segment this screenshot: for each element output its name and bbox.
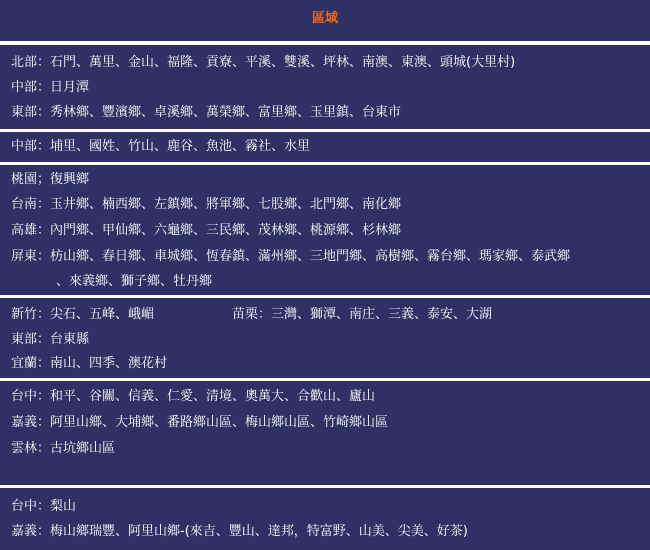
region-items: 埔里、國姓、竹山、鹿谷、魚池、霧社、水里 bbox=[50, 139, 311, 154]
region-items: 枋山鄉、春日鄉、車城鄉、恆春鎮、滿州鄉、三地門鄉、高樹鄉、霧台鄉、瑪家鄉、泰武鄉 bbox=[50, 249, 571, 264]
region-label: 北部 bbox=[11, 55, 38, 70]
region-label: 台南 bbox=[11, 197, 38, 212]
region-items: 秀林鄉、豐濱鄉、卓溪鄉、萬榮鄉、富里鄉、玉里鎮、台東市 bbox=[50, 105, 402, 120]
region-label: 台中 bbox=[11, 499, 38, 514]
region-line: 桃園；復興鄉 bbox=[11, 172, 90, 187]
region-label: 屏東 bbox=[11, 249, 38, 264]
region-label: 苗栗 bbox=[232, 307, 259, 322]
region-items: 梨山 bbox=[50, 499, 77, 514]
region-label: 東部 bbox=[11, 332, 38, 347]
region-label: 台中 bbox=[11, 389, 38, 404]
region-line: 嘉義：阿里山鄉、大埔鄉、番路鄉山區、梅山鄉山區、竹崎鄉山區 bbox=[11, 415, 389, 430]
region-items: 和平、谷關、信義、仁愛、清境、奧萬大、合歡山、廬山 bbox=[50, 389, 376, 404]
region-group-6 bbox=[0, 488, 650, 550]
region-label: 東部 bbox=[11, 105, 38, 120]
region-items: 復興鄉 bbox=[50, 172, 90, 187]
region-label: 雲林 bbox=[11, 441, 38, 456]
region-line: 東部：秀林鄉、豐濱鄉、卓溪鄉、萬榮鄉、富里鄉、玉里鎮、台東市 bbox=[11, 105, 402, 120]
region-items: 內門鄉、甲仙鄉、六龜鄉、三民鄉、茂林鄉、桃源鄉、杉林鄉 bbox=[50, 223, 402, 238]
region-line: 苗栗：三灣、獅潭、南庄、三義、泰安、大湖 bbox=[232, 307, 493, 322]
region-line: 新竹：尖石、五峰、峨嵋 bbox=[11, 307, 155, 322]
region-line: 雲林：古坑鄉山區 bbox=[11, 441, 116, 456]
region-line: 台中：梨山 bbox=[11, 499, 77, 514]
region-label: 嘉義 bbox=[11, 415, 38, 430]
region-line-continued bbox=[56, 273, 212, 291]
region-label: 桃園 bbox=[11, 172, 38, 187]
region-items: 日月潭 bbox=[50, 80, 90, 95]
table-header bbox=[0, 0, 650, 41]
table-title: 區域 bbox=[311, 11, 338, 26]
region-line: 宜蘭：南山、四季、澳花村 bbox=[11, 356, 168, 371]
region-items: 梅山鄉瑞豐、阿里山鄉-(來吉、豐山、達邦，特富野、山美、尖美、好茶) bbox=[50, 524, 468, 539]
region-line: 嘉義：梅山鄉瑞豐、阿里山鄉-(來吉、豐山、達邦，特富野、山美、尖美、好茶) bbox=[11, 524, 468, 539]
region-group-1 bbox=[0, 45, 650, 129]
region-label: 中部 bbox=[11, 80, 38, 95]
region-items: 阿里山鄉、大埔鄉、番路鄉山區、梅山鄉山區、竹崎鄉山區 bbox=[50, 415, 389, 430]
region-line: 高雄：內門鄉、甲仙鄉、六龜鄉、三民鄉、茂林鄉、桃源鄉、杉林鄉 bbox=[11, 223, 402, 238]
region-items: 玉井鄉、楠西鄉、左鎮鄉、將軍鄉、七股鄉、北門鄉、南化鄉 bbox=[50, 197, 402, 212]
region-items: 、來義鄉、獅子鄉、牡丹鄉 bbox=[56, 274, 213, 289]
region-group-2 bbox=[0, 132, 650, 162]
region-line: 中部：埔里、國姓、竹山、鹿谷、魚池、霧社、水里 bbox=[11, 139, 311, 154]
region-line: 東部：台東縣 bbox=[11, 332, 90, 347]
region-group-3 bbox=[0, 165, 650, 295]
region-label: 宜蘭 bbox=[11, 356, 38, 371]
region-items: 台東縣 bbox=[50, 332, 90, 347]
region-line: 台南：玉井鄉、楠西鄉、左鎮鄉、將軍鄉、七股鄉、北門鄉、南化鄉 bbox=[11, 197, 402, 212]
region-group-5 bbox=[0, 381, 650, 485]
region-line: 台中：和平、谷關、信義、仁愛、清境、奧萬大、合歡山、廬山 bbox=[11, 389, 376, 404]
region-items: 古坑鄉山區 bbox=[50, 441, 116, 456]
region-items: 南山、四季、澳花村 bbox=[50, 356, 168, 371]
region-items: 尖石、五峰、峨嵋 bbox=[50, 307, 155, 322]
region-label: 新竹 bbox=[11, 307, 38, 322]
region-line: 北部：石門、萬里、金山、福隆、貢寮、平溪、雙溪、坪林、南澳、東澳、頭城(大里村) bbox=[11, 55, 516, 70]
region-label: 中部 bbox=[11, 139, 38, 154]
region-line: 中部：日月潭 bbox=[11, 80, 90, 95]
region-items: 石門、萬里、金山、福隆、貢寮、平溪、雙溪、坪林、南澳、東澳、頭城(大里村) bbox=[50, 55, 516, 70]
region-group-4 bbox=[0, 298, 650, 378]
region-line: 屏東：枋山鄉、春日鄉、車城鄉、恆春鎮、滿州鄉、三地門鄉、高樹鄉、霧台鄉、瑪家鄉、泰武鄉 bbox=[11, 249, 571, 264]
region-label: 嘉義 bbox=[11, 524, 38, 539]
region-label: 高雄 bbox=[11, 223, 38, 238]
region-items: 三灣、獅潭、南庄、三義、泰安、大湖 bbox=[271, 307, 493, 322]
